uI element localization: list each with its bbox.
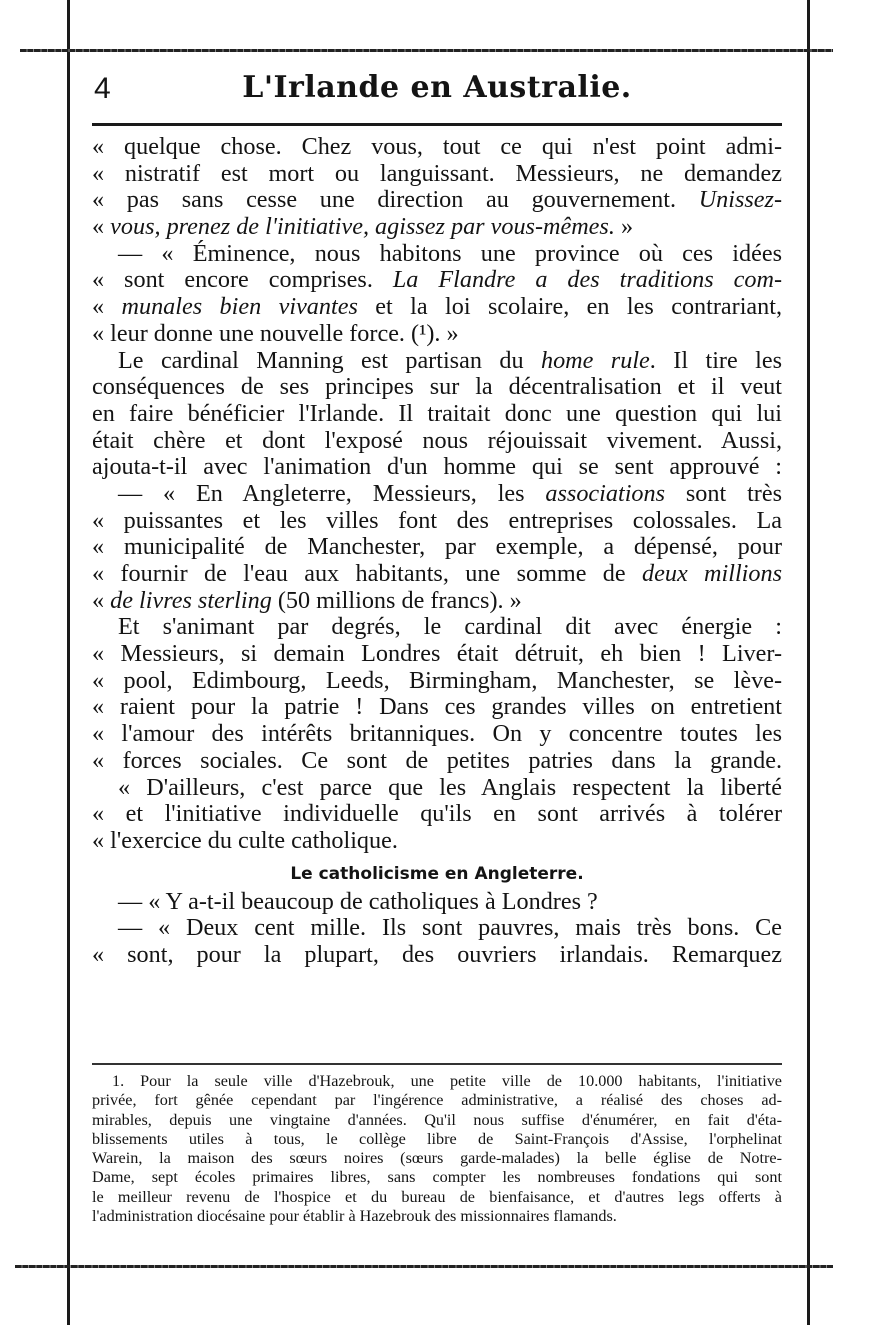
text-line: « sont, pour la plupart, des ouvriers irlandais. Remarquez [92,940,782,968]
text-line: « municipalité de Manchester, par exemple, a dépensé, pour [92,533,782,561]
text-line: « Messieurs, si demain Londres était détruit, eh bien ! Liver- [92,640,782,668]
text-line: « l'amour des intérêts britanniques. On y concentre toutes les [92,720,782,748]
text-span: « fournir de l'eau aux habitants, une somme de [92,560,643,587]
running-title: L'Irlande en Australie. [242,70,632,105]
footnote-line: Dame, sept écoles primaires libres, sans compter les nombreuses fondations qui sont [92,1168,782,1187]
text-line: en faire bénéficier l'Irlande. Il traitait donc une question qui lui [92,399,782,427]
italic-span: vous, prenez de l'initiative, agissez par vous-mêmes. [110,213,615,241]
italic-span: associations [545,479,666,507]
italic-span: deux millions [642,560,782,587]
text-line: « puissantes et les villes font des entreprises colossales. La [92,506,782,534]
footnote-rule [92,1063,782,1065]
footnote-line: mirables, depuis une vingtaine d'années. Qu'il nous suffise d'énumérer, en fait d'éta- [92,1110,782,1129]
text-line: « nistratif est mort ou languissant. Messieurs, ne demandez [92,159,782,187]
text-line [92,294,782,321]
italic-span: La Flandre a des traditions com- [392,266,783,294]
page-header [92,70,782,120]
page-number: 4 [94,72,111,105]
footnote-line: privée, fort gênée cependant par l'ingérence administrative, a réalisé des choses ad- [92,1091,782,1110]
text-span: Le cardinal Manning est partisan du [118,346,541,374]
footnote-line: Warein, la maison des sœurs noires (sœurs garde-malades) la belle église de Notre- [92,1149,782,1168]
text-line: était chère et dont l'exposé nous réjouissait vivement. Aussi, [92,426,782,454]
text-line [92,561,782,588]
italic-span: home rule [540,346,650,374]
text-line [92,588,782,615]
text-line: « D'ailleurs, c'est parce que les Anglais respectent la liberté [118,773,782,801]
text-line: — « Y a-t-il beaucoup de catholiques à Londres ? [118,887,598,915]
text-span: — « En Angleterre, Messieurs, les [118,479,546,507]
text-span: (50 millions de francs). » [271,586,522,614]
text-span: . Il tire les [649,346,783,374]
text-line [92,267,782,294]
text-line: « l'exercice du culte catholique. [92,826,398,854]
text-span: sont très [665,479,782,507]
text-line: — « Éminence, nous habitons une province où ces idées [118,239,782,267]
italic-span: Unissez- [698,186,782,214]
text-line: « leur donne une nouvelle force. (¹). » [92,319,459,347]
text-line: « quelque chose. Chez vous, tout ce qui n'est point admi- [92,133,782,160]
text-span: « [92,586,111,614]
italic-span: de livres sterling [110,586,272,614]
text-line [92,214,782,241]
text-line [92,481,782,508]
left-margin-border [67,0,70,1325]
footnote-line: l'administration diocésaine pour établir à Hazebrouk des missionnaires flamands. [92,1207,617,1226]
text-line: « raient pour la patrie ! Dans ces grandes villes on entretient [92,693,782,721]
text-span: « [92,293,122,321]
text-line: « et l'initiative individuelle qu'ils en sont arrivés à tolérer [92,800,782,828]
footnote [92,1072,782,1226]
header-rule [92,123,782,126]
top-scan-border [20,49,833,52]
text-line [92,348,782,375]
text-line: Et s'animant par degrés, le cardinal dit avec énergie : [118,613,782,641]
section-heading: Le catholicisme en Angleterre. [290,863,584,884]
text-span: et la loi scolaire, en les contrariant, [357,293,783,321]
footnote-line: 1. Pour la seule ville d'Hazebrouk, une petite ville de 10.000 habitants, l'initiative [112,1072,782,1090]
italic-span: munales bien vivantes [121,293,358,321]
bottom-scan-border [15,1265,833,1268]
text-line: — « Deux cent mille. Ils sont pauvres, mais très bons. Ce [118,914,782,942]
text-span: « [92,213,111,241]
text-line [92,187,782,214]
text-span: « sont encore comprises. [92,266,393,294]
right-margin-border [807,0,810,1325]
body-text [92,134,782,969]
text-line: ajouta-t-il avec l'animation d'un homme qui se sent approuvé : [92,453,782,481]
footnote-line: blissements utiles à tous, le collège libre de Saint-François d'Assise, l'orphelinat [92,1129,782,1148]
text-line: « pool, Edimbourg, Leeds, Birmingham, Manchester, se lève- [92,666,782,694]
footnote-line: le meilleur revenu de l'hospice et du bureau de bienfaisance, et d'autres legs offerts à [92,1187,782,1206]
text-span: « pas sans cesse une direction au gouvernement. [92,186,699,214]
text-line: conséquences de ses principes sur la décentralisation et il veut [92,373,782,401]
text-line: « forces sociales. Ce sont de petites patries dans la grande. [92,746,782,774]
text-span: » [614,213,634,241]
